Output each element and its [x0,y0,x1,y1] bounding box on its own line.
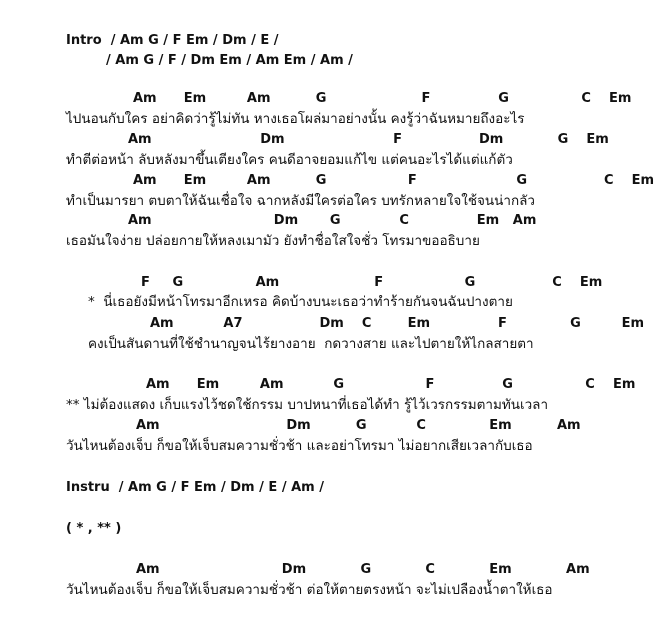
instru-line: Instru / Am G / F Em / Dm / E / Am / [66,480,324,495]
lyric-line: วันไหนต้องเจ็บ ก็ขอให้เจ็บสมความชั่วช้า ต่อให้ตายตรงหน้า จะไม่เปลืองน้ำตาให้เธอ [66,582,553,598]
chord-line: Am Em Am G F G C Em [133,173,655,188]
lyric-line: ** ไม่ต้องแสดง เก็บแรงไว้ชดใช้กรรม บาปหนาที่เธอได้ทำ รู้ไว้เวรกรรมตามทันเวลา [66,397,549,413]
lyric-line: * นี่เธอยังมีหน้าโทรมาอีกเหรอ คิดบ้างบนะเธอว่าทำร้ายกันจนฉันปางตาย [88,294,513,310]
chord-line: Am Dm F Dm G Em [128,132,609,147]
chord-line: Am Dm G C Em Am [128,213,537,228]
lyric-line: เธอมันใจง่าย ปล่อยกายให้หลงเมามัว ยังทำชื่อใสใจชั่ว โทรมาขออธิบาย [66,233,480,249]
lyric-line: ทำตีต่อหน้า ลับหลังมาขึ้นเตียงใคร คนดีอาจยอมแก้ไข แต่คนอะไรได้แต่แก้ตัว [66,152,513,168]
chord-line: Am Em Am G F G C Em [133,91,632,106]
lyric-line: ทำเป็นมารยา ตบตาให้ฉันเชื่อใจ ฉากหลังมีใครต่อใคร บทรักหลายใจใช้จนน่ากลัว [66,193,535,209]
intro-line-2: / Am G / F / Dm Em / Am Em / Am / [106,53,353,68]
chord-line: Am A7 Dm C Em F G Em [150,316,645,331]
lyric-line: ไปนอนกับใคร อย่าคิดว่ารู้ไม่ทัน หางเธอโผล่มาอย่างนั้น คงรู้ว่าฉันหมายถึงอะไร [66,111,525,127]
chord-line: F G Am F G C Em [141,275,603,290]
chord-line: Am Dm G C Em Am [136,562,590,577]
lyric-line: คงเป็นสันดานที่ใช้ชำนาญจนไร้ยางอาย กดวางสาย และไปตายให้ไกลสายตา [88,336,534,352]
chord-line: Am Em Am G F G C Em [146,377,636,392]
lyric-line: วันไหนต้องเจ็บ ก็ขอให้เจ็บสมความชั่วช้า และอย่าโทรมา ไม่อยากเสียเวลากับเธอ [66,438,533,454]
chord-line: Am Dm G C Em Am [136,418,581,433]
repeat-marker: ( * , ** ) [66,521,122,536]
intro-line-1: Intro / Am G / F Em / Dm / E / [66,33,279,48]
